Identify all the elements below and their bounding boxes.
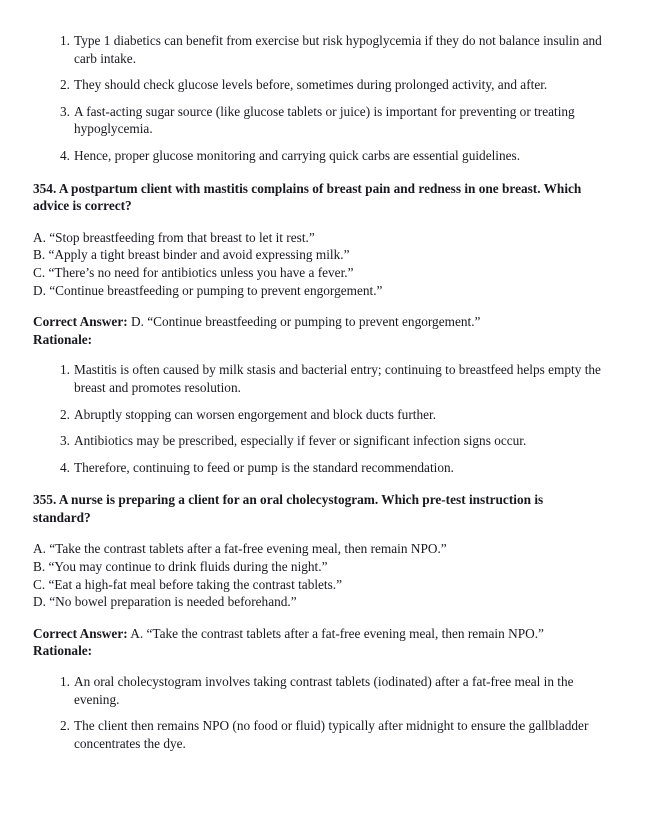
list-marker: 2. [60,77,70,93]
list-marker: 3. [60,433,70,449]
list-item [33,361,603,396]
list-item [33,32,603,67]
list-item [33,673,603,708]
option-c[interactable]: C. “There’s no need for antibiotics unless you have a fever.” [33,264,354,280]
intro-rationale-list [33,32,603,165]
list-item-text: Antibiotics may be prescribed, especially if fever or significant infection signs occur. [74,433,527,449]
list-marker: 2. [60,406,70,422]
question-heading-355: 355. A nurse is preparing a client for an oral cholecystogram. Which pre-test instruction is standard? [33,492,544,525]
answer-block-355 [33,625,603,660]
list-marker: 2. [60,718,70,734]
list-marker: 1. [60,362,70,378]
answer-block-354 [33,313,603,348]
list-marker: 1. [60,674,70,690]
option-d[interactable]: D. “No bowel preparation is needed beforehand.” [33,594,297,610]
list-marker: 4. [60,147,70,163]
document-body [33,32,603,752]
list-marker: 1. [60,33,70,48]
options-354 [33,229,603,299]
list-item [33,76,603,94]
correct-answer-text: D. “Continue breastfeeding or pumping to prevent engorgement.” [127,314,481,330]
list-item-text: They should check glucose levels before, sometimes during prolonged activity, and after. [74,77,548,93]
question-heading-354: 354. A postpartum client with mastitis complains of breast pain and redness in one breast. Which advice is correct? [33,180,582,214]
option-b[interactable]: B. “Apply a tight breast binder and avoid expressing milk.” [33,247,350,263]
option-c[interactable]: C. “Eat a high-fat meal before taking the contrast tablets.” [33,576,343,592]
option-a[interactable]: A. “Stop breastfeeding from that breast to let it rest.” [33,229,315,245]
rationale-label: Rationale: [33,331,93,347]
list-item-text: Type 1 diabetics can benefit from exercise but risk hypoglycemia if they do not balance insulin and carb intake. [74,33,602,66]
correct-answer-label: Correct Answer: [33,625,128,641]
rationale-label: Rationale: [33,643,93,659]
option-d[interactable]: D. “Continue breastfeeding or pumping to prevent engorgement.” [33,282,383,298]
list-item [33,717,603,752]
list-item [33,432,603,450]
list-item [33,459,603,477]
list-item [33,103,603,138]
list-item-text: Therefore, continuing to feed or pump is the standard recommendation. [74,459,454,475]
list-item-text: Abruptly stopping can worsen engorgement and block ducts further. [74,406,437,422]
list-item-text: A fast-acting sugar source (like glucose tablets or juice) is important for preventing or treating hypoglycemia. [74,103,575,137]
correct-answer-text: A. “Take the contrast tablets after a fat-free evening meal, then remain NPO.” [127,625,544,641]
list-marker: 3. [60,103,70,119]
list-item-text: The client then remains NPO (no food or fluid) typically after midnight to ensure the gallbladder concentrates the dye. [74,718,589,751]
rationale-list-355 [33,673,603,752]
list-item [33,406,603,424]
list-item-text: Mastitis is often caused by milk stasis and bacterial entry; continuing to breastfeed helps empty the breast and promotes resolution. [74,362,601,395]
list-item-text: An oral cholecystogram involves taking contrast tablets (iodinated) after a fat-free meal in the evening. [74,674,574,707]
list-item [33,147,603,165]
correct-answer-line [33,313,603,331]
correct-answer-line [33,625,603,643]
option-b[interactable]: B. “You may continue to drink fluids during the night.” [33,559,328,575]
correct-answer-label: Correct Answer: [33,314,128,330]
list-item-text: Hence, proper glucose monitoring and carrying quick carbs are essential guidelines. [74,147,521,163]
option-a[interactable]: A. “Take the contrast tablets after a fat-free evening meal, then remain NPO.” [33,541,447,557]
list-marker: 4. [60,459,70,475]
options-355 [33,540,603,610]
rationale-list-354 [33,361,603,476]
